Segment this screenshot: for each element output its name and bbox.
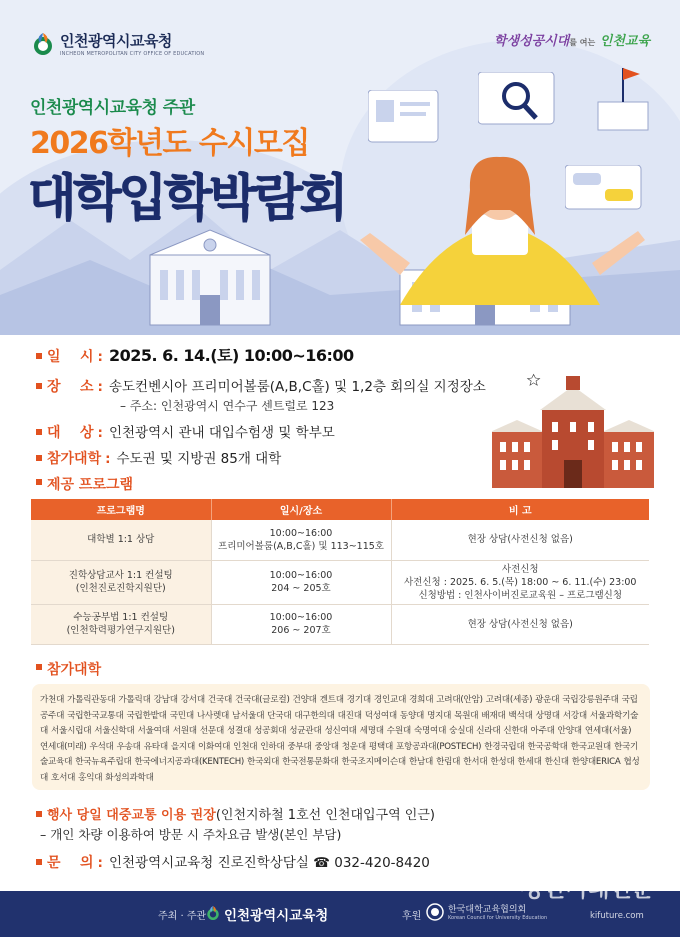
note-cell [391,560,649,604]
footer-logo-icon [206,904,220,922]
date-label: 일 시 [47,349,94,365]
table-row [31,604,649,644]
bullet-icon [36,455,42,461]
universities-list-box [32,684,650,790]
bullet-icon [36,429,42,435]
target-value: 인천광역시 관내 대입수험생 및 학부모 [108,425,335,441]
chat-card-illustration [565,165,645,215]
flag-building-illustration [588,62,658,132]
education-office-logo [32,30,204,57]
table-header-note: 비 고 [391,499,649,520]
table-header-time-place: 일시/장소 [211,499,391,520]
program-name-cell [31,604,211,644]
program-note-period: 사전신청 : 2025. 6. 5.(목) 18:00 ~ 6. 11.(수) 23:00 [404,576,637,588]
program-name: 진학상담교사 1:1 컨설팅 [68,570,173,581]
profile-card-illustration [368,90,448,150]
slogan [494,30,650,49]
footer-support-org-en: Korean Council for University Education [448,915,548,921]
bullet-icon [36,859,42,865]
transport-notice [36,804,435,823]
info-row-universities [36,447,281,468]
colon: : [97,425,103,441]
info-row-place [36,375,486,396]
footer-support-label: 후원 [402,911,422,922]
slogan-part1: 학생성공시대 [493,34,570,49]
campus-building-illustration [492,372,654,490]
info-row-date [36,343,354,366]
contact-value: 인천광역시교육청 진로진학상담실 ☎ 032-420-8420 [108,855,430,871]
table-header-program: 프로그램명 [31,499,211,520]
transport-parking-note: – 개인 차량 이용하여 방문 시 주차요금 발생(본인 부담) [40,827,342,842]
program-name-cell [31,560,211,604]
place-label: 장 소 [47,379,94,395]
table-header-row [31,499,649,520]
time-place-cell [211,520,391,560]
programs-table [31,499,649,645]
time-place-cell [211,560,391,604]
colon: : [97,855,103,871]
colon: : [97,349,103,365]
program-name: 수능공부법 1:1 컨설팅 [73,612,169,623]
bullet-icon [36,811,42,817]
place-address: – 주소: 인천광역시 연수구 센트럴로 123 [120,399,335,413]
colon: : [105,451,111,467]
search-card-illustration [478,72,558,132]
kcue-emblem-icon [426,903,444,921]
footer-host-org: 인천광역시교육청 [224,908,329,924]
program-note: 현장 상담(사전신청 없음) [467,534,573,546]
watermark-logo: 경인미래신문 [520,874,654,902]
program-place: 204 ~ 205호 [271,583,331,594]
programs-section-header [36,474,133,494]
date-value: 2025. 6. 14.(토) 10:00~16:00 [108,346,354,365]
program-name-cell [31,520,211,560]
footer-host-label: 주최 · 주관 [158,911,207,922]
universities-list: 가천대 가톨릭관동대 가톨릭대 강남대 강서대 건국대 건국대(글로컬) 건양대 겐트대 경기대 경인교대 경희대 고려대(안암) 고려대(세종) 광운대 국립강릉원주대 국립공주대 국립한국교통대 국립한밭대 국민대 나사렛대 남서울대 단국대 대구한의대 대진대 덕성여대 동양대 명지대 목원대 배재대 백석대 상명대 서강대 서울과학기술대 서울시립대 서울신학대 서울여대 서원대 선문대 성결대 성공회대 성균관대 성신여대 세명대 수원대 숙명여대 숭실대 신라대 신한대 아주대 안양대 연세대(서울) 연세대(미래) 우석대 우송대 유타대 을지대 이화여대 인천대 인하대 중부대 중앙대 청운대 평택대 포항공과대(POSTECH) 한경국립대 한국공학대 한국교원대 한국기술교육대 한국뉴욕주립대 한국에너지공과대(KENTECH) 한국외대 한국전통문화대 한국조지메이슨대 한남대 한림대 한서대 한성대 한세대 한신대 한양대ERICA 협성대 호서대 홍익대 화성의과학대 [40,695,640,783]
bullet-icon [36,664,42,670]
note-cell [391,604,649,644]
program-place: 프리미어볼룸(A,B,C홀) 및 113~115호 [218,540,384,552]
table-row [31,560,649,604]
time-place-cell [211,604,391,644]
colon: : [97,379,103,395]
watermark-url: kifuture.com [590,911,644,921]
slogan-part2: 를 여는 [569,37,596,47]
info-row-target [36,421,335,442]
transport-highlight: 행사 당일 대중교통 이용 권장 [47,808,216,823]
logo-text: 인천광역시교육청 [60,32,172,50]
footer-support-org: 한국대학교육협의회 [448,905,527,915]
bullet-icon [36,353,42,359]
program-place: 206 ~ 207호 [271,625,331,636]
hero-year-line: 2026학년도 수시모집 [30,126,309,161]
note-cell [391,520,649,560]
program-name-sub: (인천진로진학지원단) [75,583,166,594]
universities-section-header [36,659,101,679]
info-row-contact [36,851,430,872]
program-note: 현장 상담(사전신청 없음) [467,618,573,630]
transport-detail: (인천지하철 1호선 인천대입구역 인근) [215,808,435,823]
slogan-part3: 인천교육 [599,34,650,49]
hero-banner [0,0,680,335]
program-time: 10:00~16:00 [269,527,333,539]
program-time: 10:00~16:00 [269,570,333,581]
program-name: 대학별 1:1 상담 [87,534,155,546]
hero-host-line: 인천광역시교육청 주관 [30,98,195,118]
bullet-icon [36,479,42,485]
univ-value: 수도권 및 지방권 85개 대학 [116,451,282,467]
program-note-method: 신청방법 : 인천사이버진로교육원 – 프로그램신청 [418,589,623,601]
universities-section-title: 참가대학 [47,662,102,678]
contact-label: 문 의 [47,855,94,871]
table-row [31,520,649,560]
programs-section-title: 제공 프로그램 [47,477,134,493]
hero-main-title: 대학입학박람회 [28,169,346,227]
logo-subtext: INCHEON METROPOLITAN CITY OFFICE OF EDUCATION [60,51,205,57]
place-value: 송도컨벤시아 프리미어볼룸(A,B,C홀) 및 1,2층 회의실 지정장소 [108,379,486,395]
program-note: 사전신청 [501,563,539,575]
bullet-icon [36,383,42,389]
program-name-sub: (인천학력평가연구지원단) [66,625,175,636]
program-time: 10:00~16:00 [269,612,333,623]
univ-label: 참가대학 [47,451,102,467]
target-label: 대 상 [47,425,94,441]
logo-emblem-icon [32,31,54,57]
